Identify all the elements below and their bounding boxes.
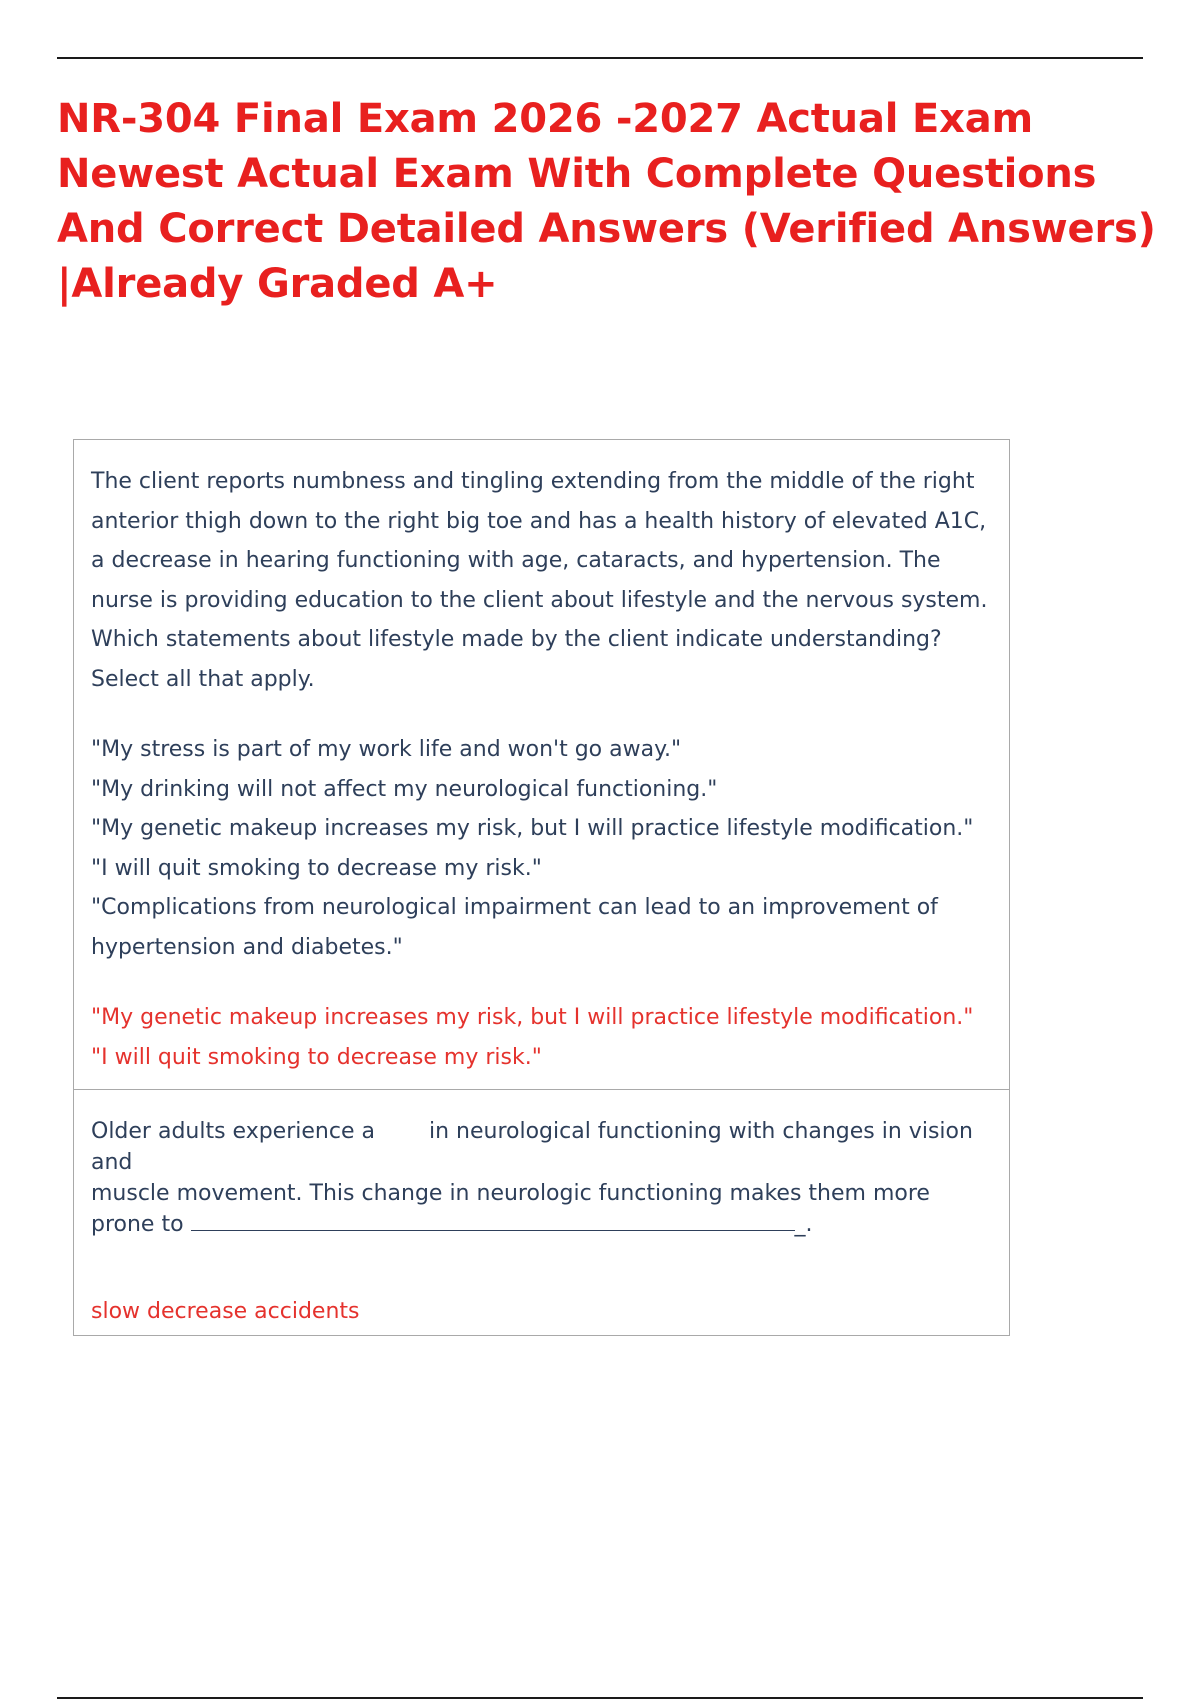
question-block-1 (74, 440, 1009, 1089)
question-2-line-1 (91, 1116, 993, 1178)
footer-rule (57, 1697, 1143, 1699)
question-2-suffix: _. (794, 1212, 813, 1237)
question-2-line-2 (91, 1178, 993, 1240)
question-2-text-part1: Older adults experience a (91, 1119, 375, 1144)
header-rule (57, 57, 1143, 59)
question-2-text-part2: in neurological functioning with changes in vision and (91, 1119, 973, 1175)
option-3: "My genetic makeup increases my risk, but I will practice lifestyle modification." "I will quit smoking to decrease my risk." (91, 816, 974, 881)
option-2: "My drinking will not affect my neurological functioning." (91, 776, 718, 802)
answer-blank (191, 1210, 795, 1231)
qa-table (73, 439, 1010, 1336)
question-1-text: The client reports numbness and tingling extending from the middle of the right anterior thigh down to the right big toe and has a health history of elevated A1C, a decrease in hearing functioning with age, cataracts, and hypertension. The nurse is providing education to the client about lifestyle and the nervous system. Which statements about lifestyle made by the client indicate understanding? Select all that apply. (91, 469, 988, 692)
question-block-2 (74, 1089, 1009, 1335)
question-1-answer: "My genetic makeup increases my risk, but I will practice lifestyle modification." "I will quit smoking to decrease my risk." (91, 1005, 974, 1070)
question-1-options (91, 730, 993, 967)
option-1: "My stress is part of my work life and won't go away." (91, 737, 682, 762)
question-2-answer: slow decrease accidents (91, 1299, 360, 1324)
option-4: "Complications from neurological impairment can lead to an improvement of hypertension and diabetes." (91, 895, 938, 960)
question-2-text-part3: muscle movement. This change in neurologic functioning makes them more prone to (91, 1181, 930, 1237)
document-title: NR-304 Final Exam 2026 -2027 Actual Exam Newest Actual Exam With Complete Questions And Correct Detailed Answers (Verified Answers) |Already Graded A+ (57, 96, 1156, 307)
